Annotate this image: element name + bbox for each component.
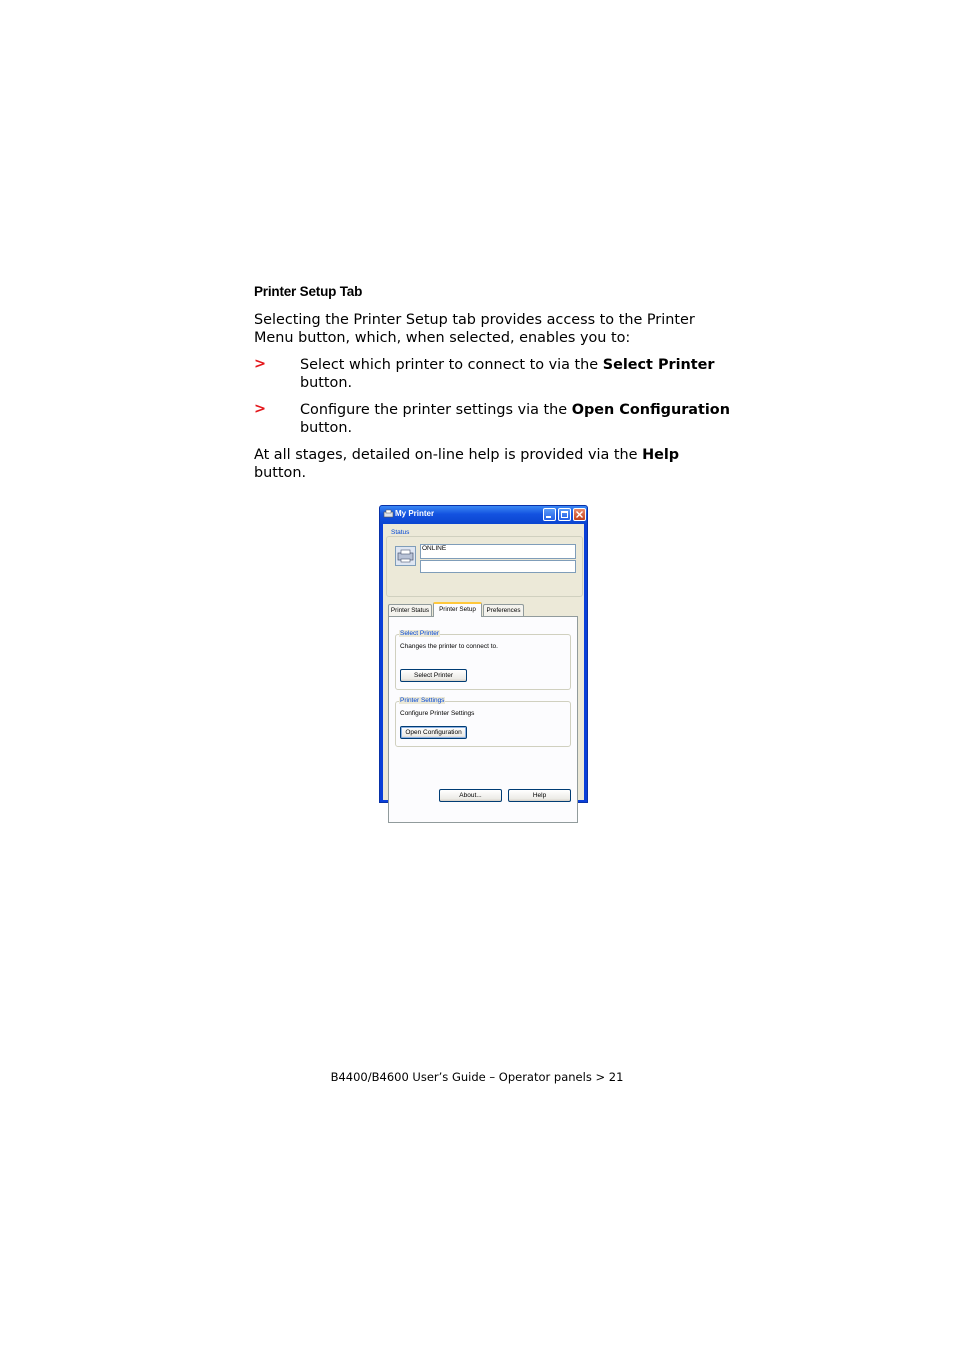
status-value: ONLINE xyxy=(422,545,447,552)
bullet-text: Select which printer to connect to via the xyxy=(300,357,603,373)
printer-icon xyxy=(395,546,416,566)
bullet-item-open-configuration xyxy=(300,401,740,437)
open-configuration-button[interactable]: Open Configuration xyxy=(400,726,467,739)
tab-preferences[interactable]: Preferences xyxy=(483,604,524,616)
minimize-icon xyxy=(544,509,555,520)
bullet-marker: > xyxy=(254,356,267,372)
tab-printer-setup[interactable]: Printer Setup xyxy=(433,602,482,617)
printer-app-icon xyxy=(383,509,394,519)
closing-text: At all stages, detailed on-line help is provided via the xyxy=(254,447,643,463)
section-heading: Printer Setup Tab xyxy=(254,284,363,299)
bullet-marker: > xyxy=(254,401,267,417)
page-footer: B4400/B4600 User’s Guide – Operator panels > 21 xyxy=(330,1070,624,1084)
status-group-label: Status xyxy=(391,529,410,536)
close-button[interactable] xyxy=(573,508,586,521)
window-client-area xyxy=(383,524,584,800)
closing-paragraph xyxy=(254,446,734,482)
select-printer-button[interactable]: Select Printer xyxy=(400,669,467,682)
maximize-button[interactable] xyxy=(558,508,571,521)
my-printer-window xyxy=(379,505,588,803)
close-icon xyxy=(574,509,585,520)
window-titlebar[interactable] xyxy=(380,506,587,524)
select-printer-description: Changes the printer to connect to. xyxy=(400,643,498,650)
bullet-item-select-printer xyxy=(300,356,740,392)
printer-setup-panel xyxy=(388,616,578,823)
printer-settings-group-label: Printer Settings xyxy=(400,697,445,704)
bullet-bold-term: Open Configuration xyxy=(571,402,730,418)
bullet-text: button. xyxy=(300,420,353,436)
bullet-bold-term: Select Printer xyxy=(602,357,715,373)
select-printer-group-label: Select Printer xyxy=(400,630,440,637)
bullet-text: button. xyxy=(300,375,353,391)
help-button[interactable]: Help xyxy=(508,789,571,802)
printer-settings-description: Configure Printer Settings xyxy=(400,710,475,717)
status-value-field xyxy=(420,544,576,559)
maximize-icon xyxy=(559,509,570,520)
printer-settings-group xyxy=(395,701,571,747)
status-detail-field xyxy=(420,560,576,573)
minimize-button[interactable] xyxy=(543,508,556,521)
intro-paragraph: Selecting the Printer Setup tab provides access to the Printer Menu button, which, when selected, enables you to: xyxy=(254,312,695,346)
about-button[interactable]: About... xyxy=(439,789,502,802)
window-title: My Printer xyxy=(395,509,435,518)
closing-bold-term: Help xyxy=(642,447,680,463)
closing-text: button. xyxy=(254,465,307,481)
tab-printer-status[interactable]: Printer Status xyxy=(388,604,432,616)
bullet-text: Configure the printer settings via the xyxy=(300,402,572,418)
